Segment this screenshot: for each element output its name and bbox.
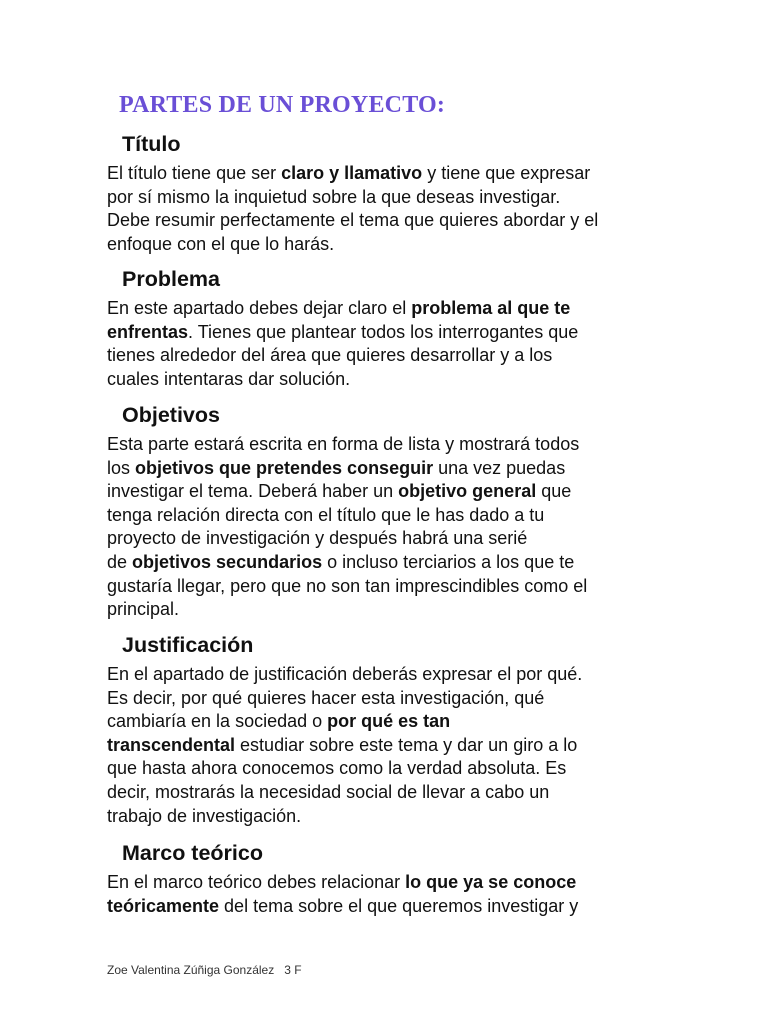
- bold-phrase: por qué es tan: [327, 711, 451, 732]
- section-heading: Justificación: [122, 633, 254, 657]
- bold-phrase: objetivos que pretendes conseguir: [135, 457, 434, 478]
- bold-phrase: lo que ya se conoce: [405, 872, 577, 892]
- section-problema: [107, 266, 667, 391]
- section-paragraph: En el apartado de justificación deberás expresar el por qué. Es decir, por qué quieres hacer esta investigación, qué cambiaría en la sociedad o por qué es tan transcendental estudiar sobre este tema y dar un giro a lo que hasta ahora conocemos como la verdad absoluta. Es decir, mostrarás la necesidad social de llevar a cabo un trabajo de investigación.: [107, 664, 583, 826]
- bold-phrase: problema al que te: [411, 298, 571, 318]
- bold-phrase: enfrentas: [107, 321, 189, 342]
- section-paragraph: En el marco teórico debes relacionar lo que ya se conoce teóricamente del tema sobre el que queremos investigar y: [107, 872, 579, 916]
- bold-phrase: objetivo general: [398, 481, 537, 502]
- page-footer: Zoe Valentina Zúñiga González 3 F: [107, 963, 302, 977]
- section-paragraph: En este apartado debes dejar claro el problema al que te enfrentas. Tienes que plantear todos los interrogantes que tienes alrededor del área que quieres desarrollar y a los cuales intentaras dar solución.: [107, 298, 579, 389]
- section-heading: Título: [122, 132, 181, 156]
- section-justificacion: [107, 632, 667, 828]
- section-paragraph: Esta parte estará escrita en forma de lista y mostrará todos los objetivos que pretendes conseguir una vez puedas investigar el tema. Deberá haber un objetivo general que tenga relación directa con el título que le has dado a tu proyecto de investigación y después habrá una serié de objetivos secundarios o incluso terciarios a los que te gustaría llegar, pero que no son tan imprescindibles como el principal.: [107, 434, 588, 620]
- document-title: PARTES DE UN PROYECTO:: [119, 92, 446, 118]
- bold-phrase: teóricamente: [107, 895, 220, 916]
- section-objetivos: [107, 402, 667, 622]
- section-marco-teorico: [107, 840, 667, 918]
- bold-phrase: transcendental: [107, 734, 236, 755]
- section-heading: Objetivos: [122, 403, 220, 427]
- section-titulo: [107, 131, 667, 256]
- bold-phrase: objetivos secundarios: [132, 551, 323, 572]
- section-paragraph: El título tiene que ser claro y llamativo y tiene que expresar por sí mismo la inquietud sobre la que deseas investigar. Debe resumir perfectamente el tema que quieres abordar y el enfoque con el que lo harás.: [107, 163, 599, 254]
- section-heading: Problema: [122, 267, 220, 291]
- section-heading: Marco teórico: [122, 841, 263, 865]
- bold-phrase: claro y llamativo: [281, 163, 423, 183]
